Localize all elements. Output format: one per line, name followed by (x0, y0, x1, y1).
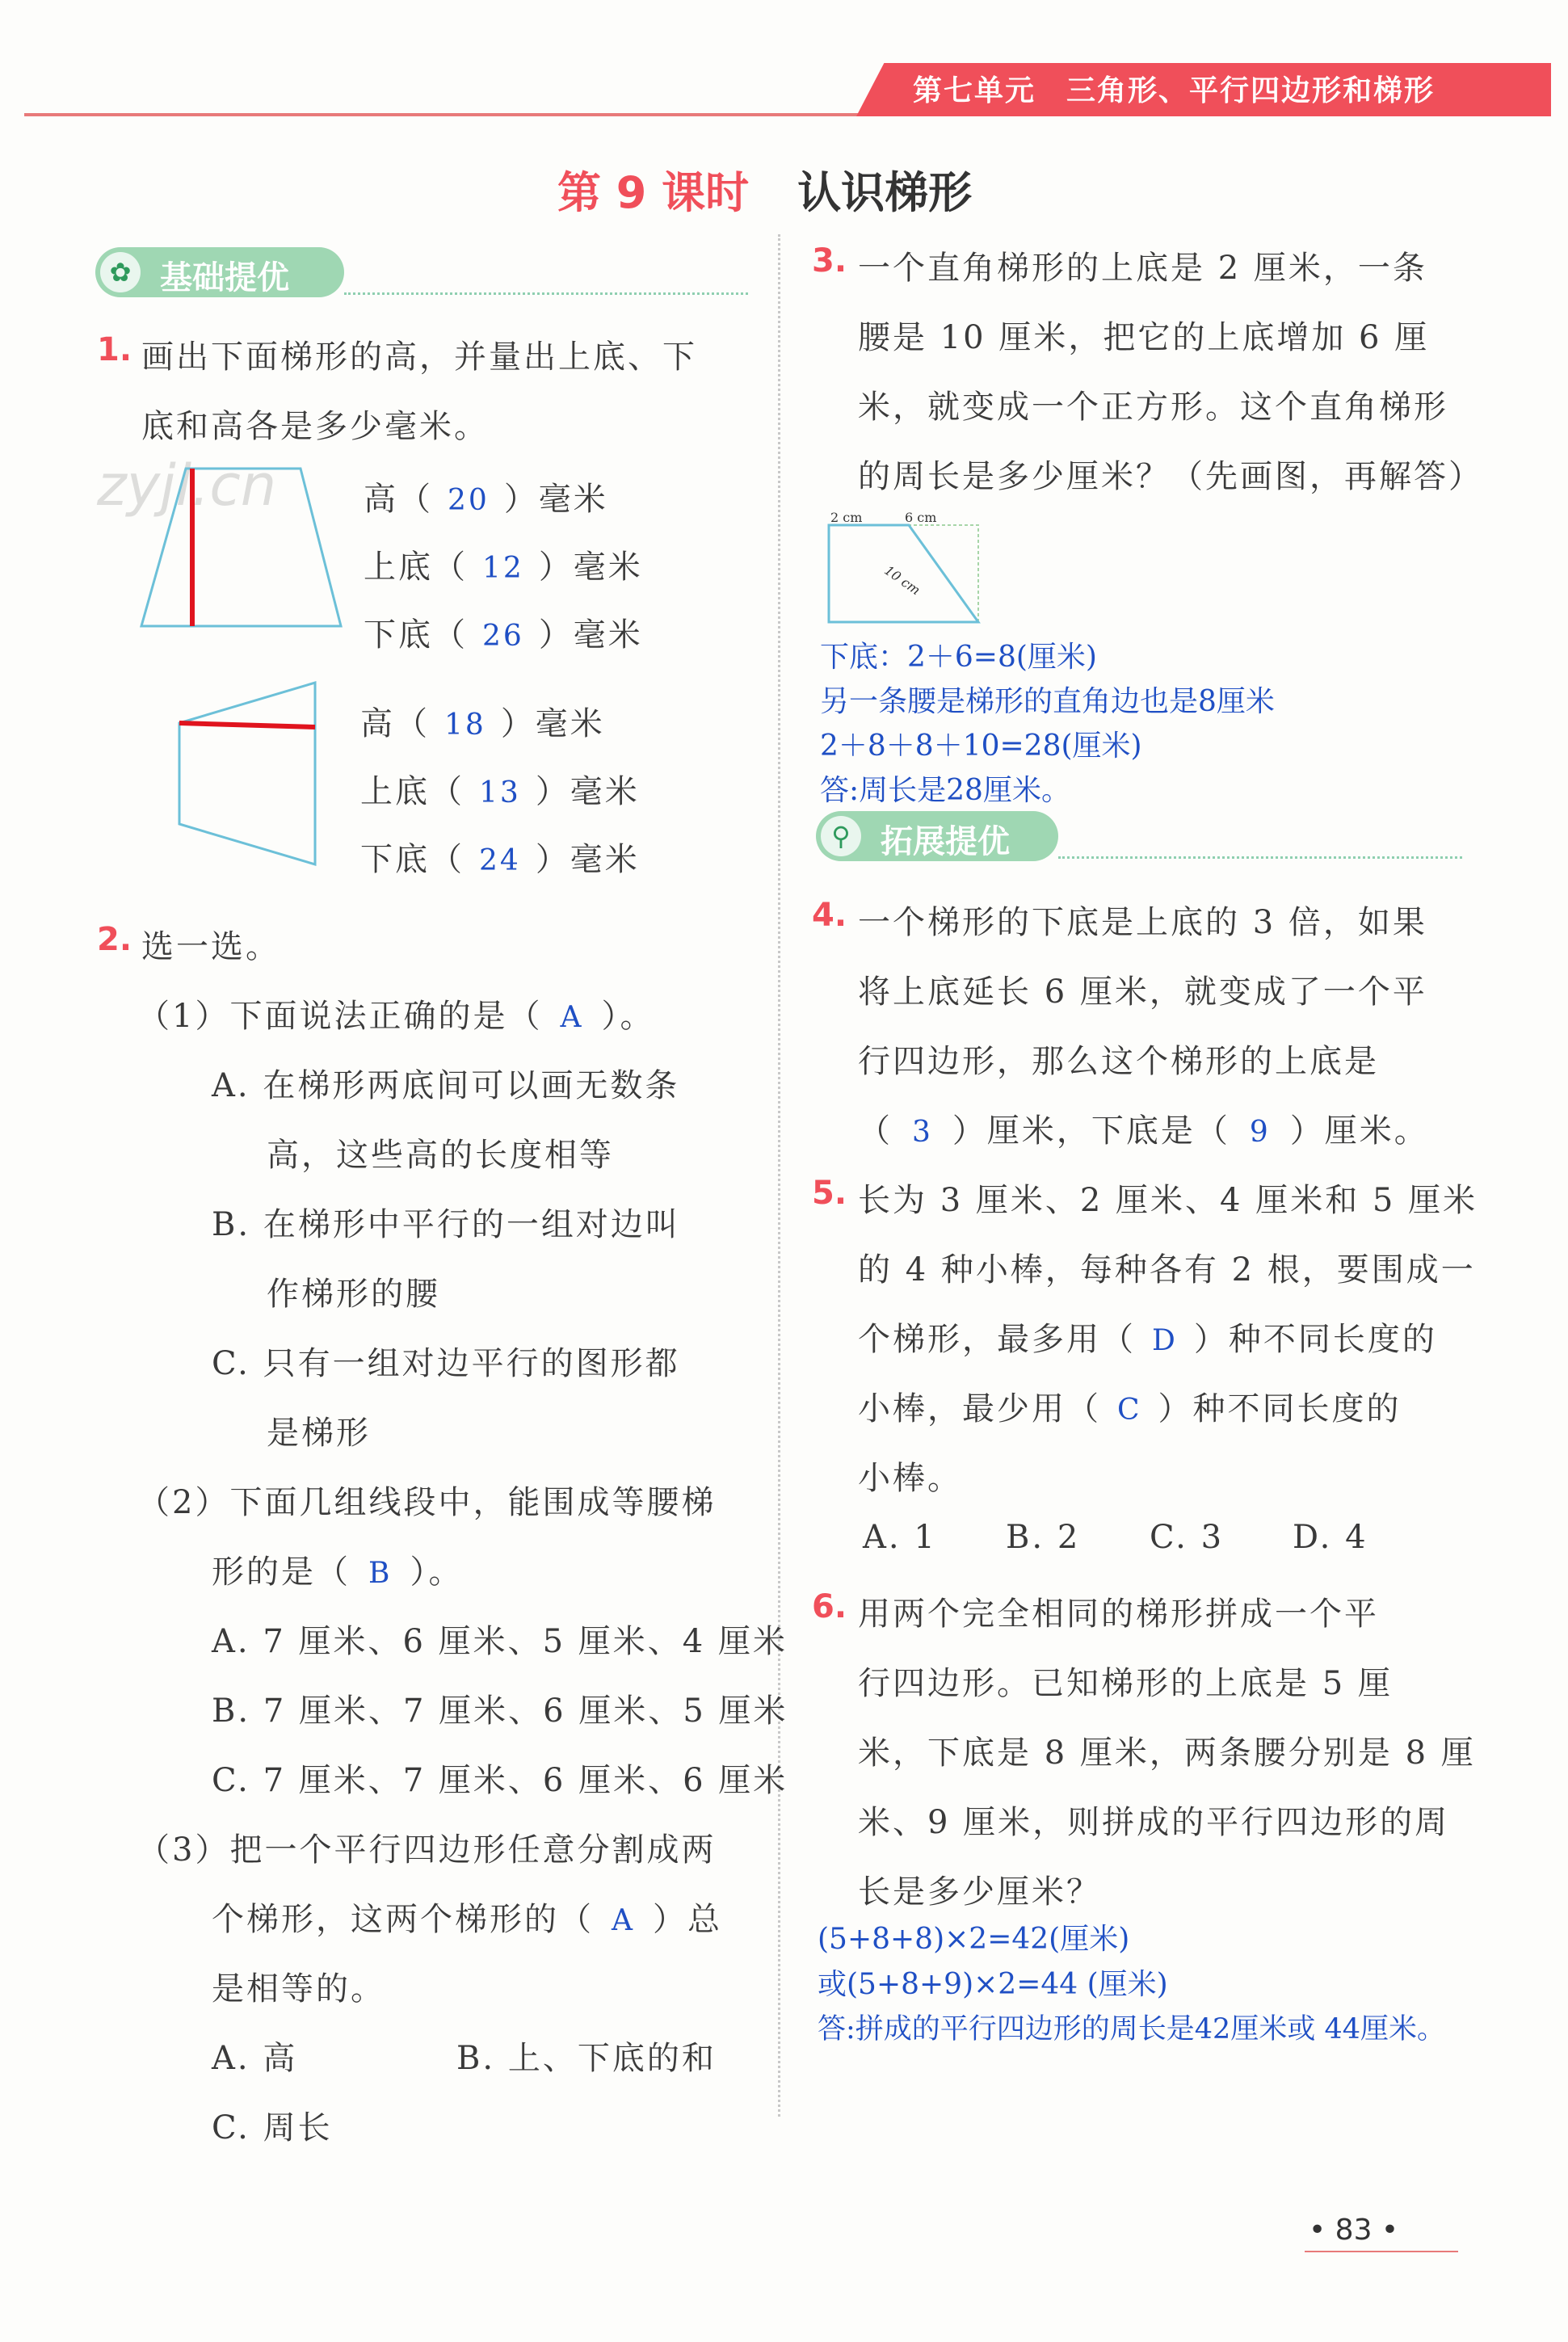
q5-line3: 个梯形，最多用（ D ）种不同长度的 (858, 1321, 1437, 1358)
q5-line1: 长为 3 厘米、2 厘米、4 厘米和 5 厘米 (858, 1182, 1478, 1219)
q3-line4: 的周长是多少厘米？（先画图，再解答） (858, 458, 1483, 495)
section-badge-extend (816, 811, 1058, 861)
q2-s1-a2: 高，这些高的长度相等 (267, 1137, 614, 1174)
lesson-number: 第 9 课时 (557, 167, 750, 218)
section-label-extend: 拓展提优 (881, 823, 1010, 860)
q3-line1: 一个直角梯形的上底是 2 厘米，一条 (858, 250, 1427, 287)
q6-line5: 长是多少厘米？ (858, 1873, 1101, 1911)
q6-line4: 米、9 厘米，则拼成的平行四边形的周 (858, 1804, 1450, 1841)
q3-solution-3: 2＋8＋8＋10=28(厘米) (820, 730, 1142, 763)
section-rule-extend (1058, 856, 1462, 859)
q2-s3-opt-b: B. 上、下底的和 (456, 2040, 717, 2077)
q1-trapezoid-1 (129, 460, 364, 638)
q2-s3-line3: 是相等的。 (212, 1970, 385, 2008)
q2-s1-b2: 作梯形的腰 (267, 1276, 440, 1313)
q5-number: 5. (812, 1175, 847, 1212)
q4-number: 4. (812, 897, 847, 934)
q6-line3: 米，下底是 8 厘米，两条腰分别是 8 厘 (858, 1734, 1476, 1772)
q1-fig2-bottom: 下底（ 24 ）毫米 (360, 841, 640, 878)
q6-line2: 行四边形。已知梯形的上底是 5 厘 (858, 1665, 1393, 1702)
q1-fig1-bottom: 下底（ 26 ）毫米 (364, 616, 643, 654)
q2-s3-opt-a: A. 高 (212, 2040, 298, 2077)
q2-s1-c1: C. 只有一组对边平行的图形都 (212, 1345, 680, 1382)
q1-fig2-top: 上底（ 13 ）毫米 (360, 773, 640, 810)
page-number-rule (1305, 2251, 1458, 2252)
q2-number: 2. (97, 921, 132, 958)
q4-line2: 将上底延长 6 厘米，就变成了一个平 (858, 973, 1427, 1011)
q2-s1-b1: B. 在梯形中平行的一组对边叫 (212, 1206, 680, 1243)
q1-fig2-height: 高（ 18 ）毫米 (360, 705, 605, 742)
q2-s3-line1: （3）把一个平行四边形任意分割成两 (137, 1831, 717, 1869)
q5-line4: 小棒，最少用（ C ）种不同长度的 (858, 1390, 1402, 1427)
q3-label-a: 2 cm (830, 510, 863, 525)
q2-s1-a1: A. 在梯形两底间可以画无数条 (212, 1067, 680, 1104)
magnifier-icon: ⚲ (821, 816, 861, 856)
section-rule-basic (344, 292, 748, 295)
q6-solution-3: 答:拼成的平行四边形的周长是42厘米或 44厘米。 (818, 2013, 1445, 2046)
section-badge-basic (95, 247, 344, 297)
q5-opt-b: B. 2 (1006, 1519, 1081, 1556)
q5-opt-d: D. 4 (1293, 1519, 1368, 1556)
q1-fig1-top: 上底（ 12 ）毫米 (364, 549, 643, 586)
lesson-heading (557, 158, 972, 221)
q5-line5: 小棒。 (858, 1460, 962, 1497)
q4-line4: （ 3 ）厘米，下底是（ 9 ）厘米。 (858, 1112, 1429, 1150)
lesson-title: 认识梯形 (797, 167, 973, 218)
q2-s1-question: （1）下面说法正确的是（ A ）。 (137, 998, 655, 1035)
q2-s1-c2: 是梯形 (267, 1415, 371, 1452)
q6-line1: 用两个完全相同的梯形拼成一个平 (858, 1596, 1379, 1633)
page-number: • 83 • (1309, 2214, 1399, 2247)
q4-line3: 行四边形，那么这个梯形的上底是 (858, 1043, 1379, 1080)
q3-solution-4: 答:周长是28厘米。 (820, 774, 1070, 807)
q3-label-c: 10 cm (881, 562, 923, 599)
q2-s3-opt-c: C. 周长 (212, 2109, 333, 2146)
q3-solution-2: 另一条腰是梯形的直角边也是8厘米 (820, 685, 1275, 718)
q2-s2-c: C. 7 厘米、7 厘米、6 厘米、6 厘米 (212, 1762, 788, 1799)
q3-figure (824, 509, 986, 630)
watermark: zyjl.cn (97, 452, 277, 519)
q2-title: 选一选。 (141, 928, 280, 965)
q1-trapezoid-2 (170, 679, 331, 872)
q2-s2-question: 形的是（ B ）。 (212, 1554, 464, 1591)
sprout-icon: ✿ (100, 252, 141, 292)
q3-number: 3. (812, 242, 847, 280)
q4-line1: 一个梯形的下底是上底的 3 倍，如果 (858, 904, 1427, 941)
q1-line1: 画出下面梯形的高，并量出上底、下 (141, 338, 697, 376)
q5-opt-a: A. 1 (863, 1519, 937, 1556)
q3-line2: 腰是 10 厘米，把它的上底增加 6 厘 (858, 319, 1430, 356)
q6-solution-2: 或(5+8+9)×2=44 (厘米) (818, 1968, 1168, 2001)
q3-line3: 米，就变成一个正方形。这个直角梯形 (858, 389, 1448, 426)
q2-s2-a: A. 7 厘米、6 厘米、5 厘米、4 厘米 (212, 1623, 788, 1660)
q2-s2-b: B. 7 厘米、7 厘米、6 厘米、5 厘米 (212, 1692, 788, 1730)
q5-opt-c: C. 3 (1150, 1519, 1225, 1556)
height-line (179, 723, 315, 727)
q5-line2: 的 4 种小棒，每种各有 2 根，要围成一 (858, 1251, 1476, 1289)
unit-title: 第七单元 三角形、平行四边形和梯形 (913, 74, 1436, 107)
q2-s2-line1: （2）下面几组线段中，能围成等腰梯 (137, 1484, 717, 1521)
q2-s3-question: 个梯形，这两个梯形的（ A ）总 (212, 1901, 722, 1938)
q3-label-b: 6 cm (905, 510, 937, 525)
q3-solution-1: 下底：2＋6=8(厘米) (820, 641, 1097, 674)
q1-fig1-height: 高（ 20 ）毫米 (364, 481, 608, 518)
q6-number: 6. (812, 1588, 847, 1625)
q1-number: 1. (97, 331, 132, 368)
q1-line2: 底和高各是多少毫米。 (141, 408, 489, 445)
section-label-basic: 基础提优 (160, 259, 289, 296)
column-divider (778, 234, 780, 2117)
q6-solution-1: (5+8+8)×2=42(厘米) (818, 1923, 1130, 1956)
